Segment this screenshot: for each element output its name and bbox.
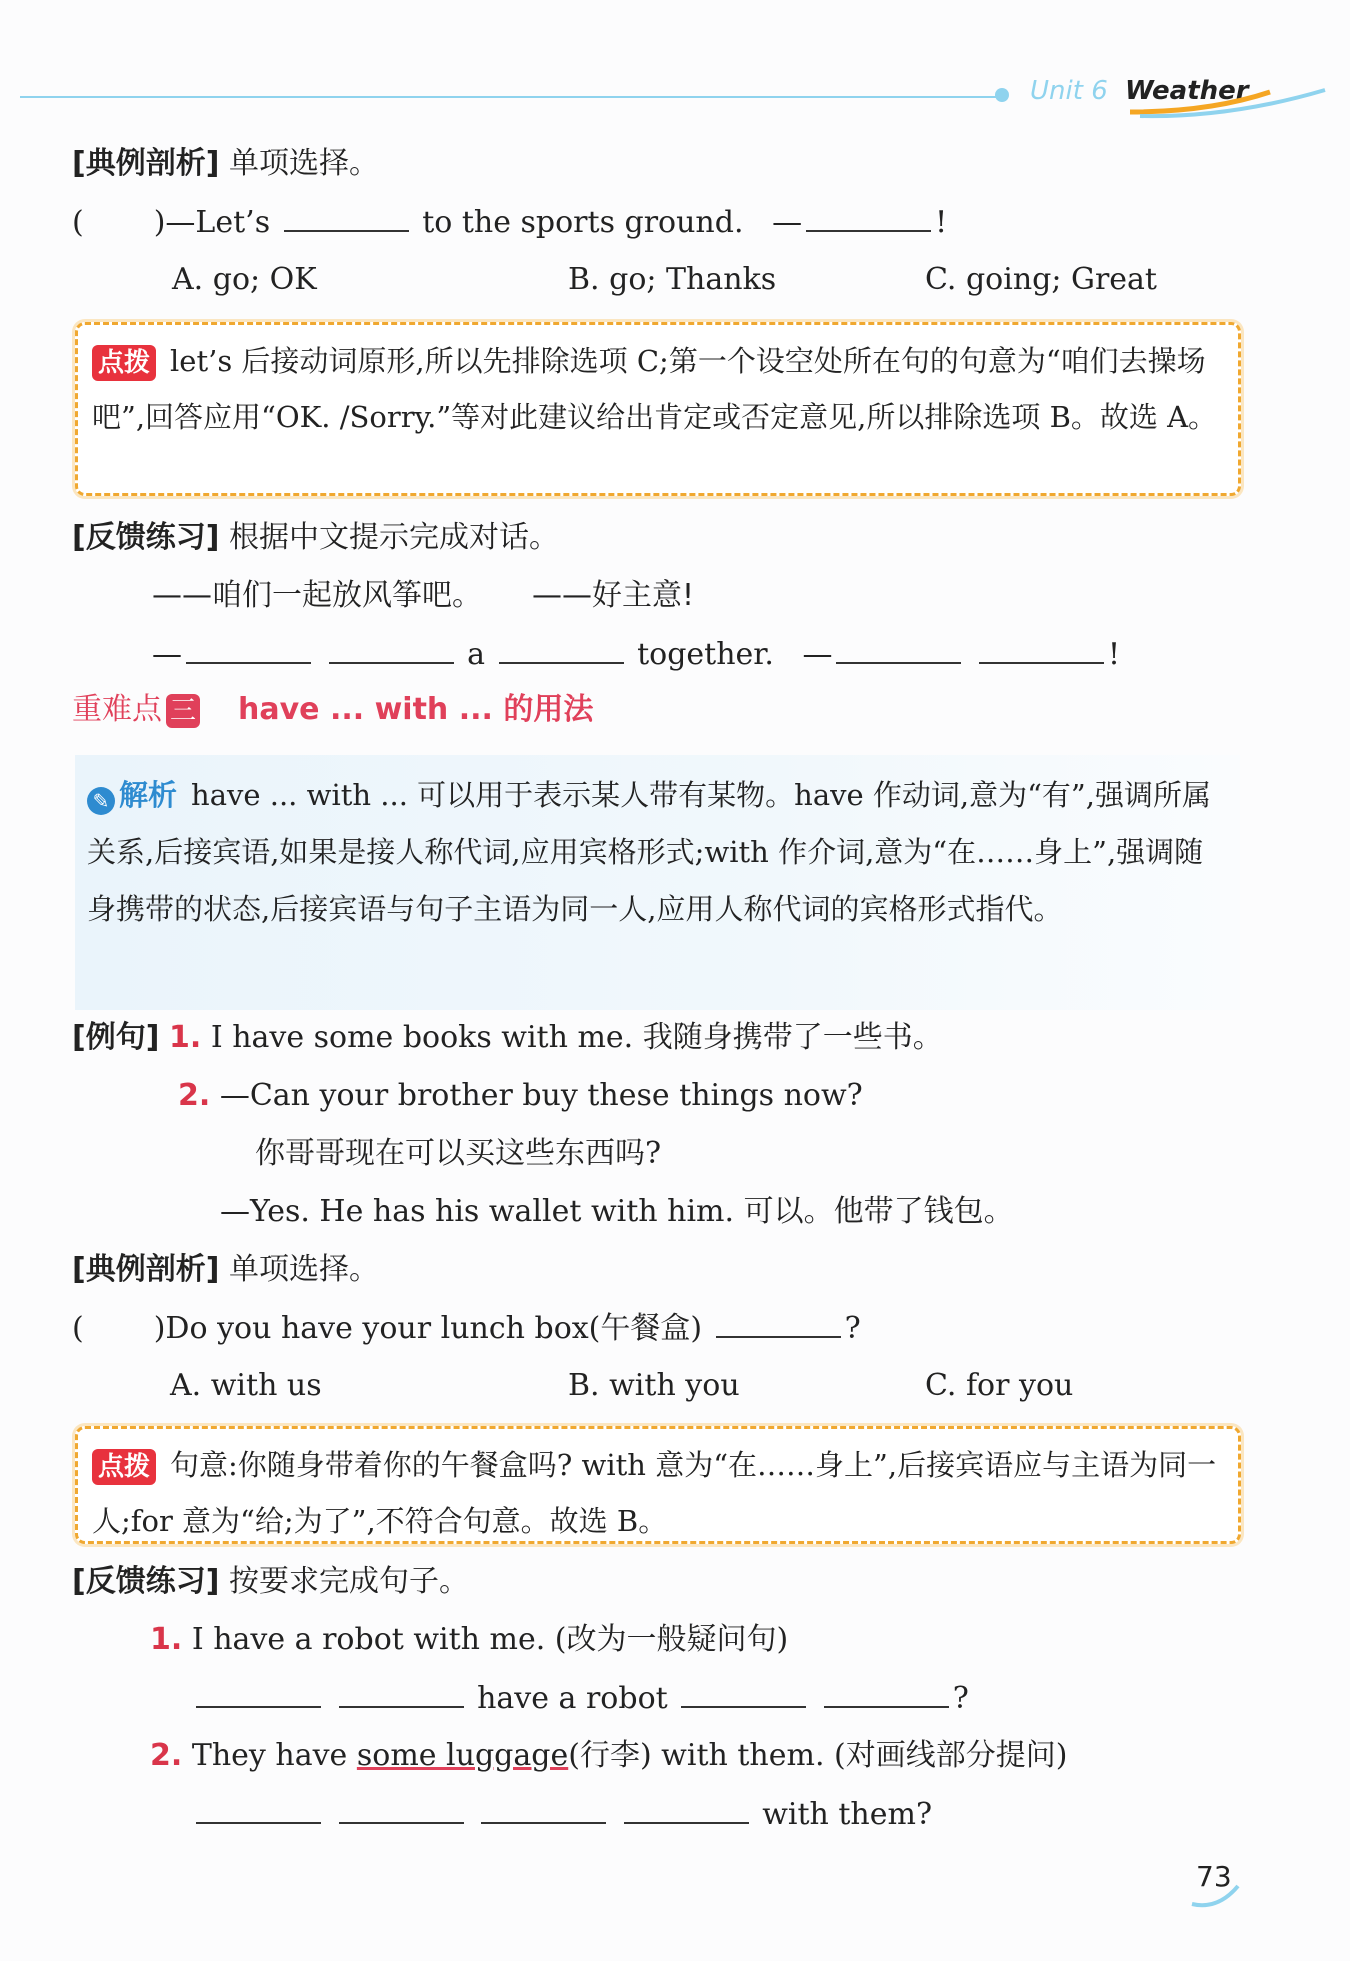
answer-blank[interactable] [624, 1794, 749, 1824]
ex1-option-a[interactable]: A. go; OK [172, 262, 317, 297]
example-2c: —Yes. He has his wallet with him. 可以。他带了钱包。 [220, 1194, 1014, 1229]
tip-tag: 点拨 [92, 1449, 156, 1485]
answer-blank[interactable] [339, 1794, 464, 1824]
header-dot [995, 88, 1009, 102]
header-title: Weather [1125, 76, 1249, 106]
tip-box-1 [75, 322, 1241, 496]
tip-tag: 点拨 [92, 345, 156, 381]
answer-blank[interactable] [196, 1794, 321, 1824]
section-heading: 重难点 三 have ... with ... 的用法 [72, 692, 594, 727]
fb1-line2: — a together. — ! [152, 634, 1120, 675]
example-1: [例句] 1. I have some books with me. 我随身携带了一些书。 [72, 1020, 943, 1055]
answer-blank[interactable] [186, 634, 311, 664]
pencil-icon: ✎ [87, 787, 115, 815]
fb1-heading: [反馈练习] 根据中文提示完成对话。 [72, 520, 559, 555]
analysis-box: ✎ 解析 have ... with ... 可以用于表示某人带有某物。have 作动词,意为“有”,强调所属关系,后接宾语,如果是接人称代词,应用宾格形式;with 作介词,意为“在……身上”,强调随身携带的状态,后接宾语与句子主语为同一人,应用人称代词的宾格形式指代。 [75, 755, 1240, 1010]
ex1-option-c[interactable]: C. going; Great [925, 262, 1157, 297]
answer-blank[interactable] [979, 634, 1104, 664]
fb1-line1: ——咱们一起放风筝吧。 ——好主意! [152, 578, 695, 613]
ex1-option-b[interactable]: B. go; Thanks [568, 262, 777, 297]
fb2-q2: 2. They have some luggage(行李) with them. (对画线部分提问) [150, 1738, 1068, 1773]
tip-text: let’s 后接动词原形,所以先排除选项 C;第一个设空处所在句的句意为“咱们去操场吧”,回答应用“OK. /Sorry.”等对此建议给出肯定或否定意见,所以排除选项 B。故选 A。 [92, 344, 1218, 434]
answer-blank[interactable] [284, 202, 409, 232]
tip-box-2 [75, 1426, 1241, 1544]
answer-blank[interactable] [196, 1678, 321, 1708]
underlined-phrase: some luggage [356, 1738, 569, 1773]
fb2-heading: [反馈练习] 按要求完成句子。 [72, 1564, 469, 1599]
ex2-heading: [典例剖析] 单项选择。 [72, 1252, 379, 1287]
answer-blank[interactable] [481, 1794, 606, 1824]
analysis-text: have ... with ... 可以用于表示某人带有某物。have 作动词,意为“有”,强调所属关系,后接宾语,如果是接人称代词,应用宾格形式;with 作介词,意为“在……身上”,强调随身携带的状态,后接宾语与句子主语为同一人,应用人称代词的宾格形式指代。 [87, 778, 1211, 926]
page-number: 73 [1196, 1860, 1232, 1893]
ex2-option-c[interactable]: C. for you [925, 1368, 1074, 1403]
fb2-q2-answer: with them? [192, 1794, 932, 1835]
header-swoosh-icon [1120, 84, 1330, 120]
answer-blank[interactable] [499, 634, 624, 664]
example-2b: 你哥哥现在可以买这些东西吗? [255, 1136, 662, 1171]
ex2-option-a[interactable]: A. with us [170, 1368, 322, 1403]
answer-blank[interactable] [329, 634, 454, 664]
fb2-q1: 1. I have a robot with me. (改为一般疑问句) [150, 1622, 789, 1657]
ex1-question: ( )—Let’s to the sports ground. — ! [72, 202, 947, 243]
fb2-q1-answer: have a robot ? [192, 1678, 969, 1719]
answer-blank[interactable] [824, 1678, 949, 1708]
answer-blank[interactable] [681, 1678, 806, 1708]
header-rule [20, 96, 1000, 98]
ex2-question: ( )Do you have your lunch box(午餐盒) ? [72, 1308, 861, 1349]
example-2a: 2. —Can your brother buy these things now? [178, 1078, 863, 1113]
header-unit: Unit 6 [1030, 76, 1108, 106]
ex2-option-b[interactable]: B. with you [568, 1368, 740, 1403]
answer-blank[interactable] [716, 1308, 841, 1338]
page-number-swoosh-icon [1188, 1880, 1248, 1910]
answer-blank[interactable] [339, 1678, 464, 1708]
ex1-heading: [典例剖析] 单项选择。 [72, 146, 379, 181]
answer-blank[interactable] [836, 634, 961, 664]
tip-text: 句意:你随身带着你的午餐盒吗? with 意为“在……身上”,后接宾语应与主语为同一人;for 意为“给;为了”,不符合句意。故选 B。 [92, 1448, 1217, 1538]
answer-blank[interactable] [806, 202, 931, 232]
